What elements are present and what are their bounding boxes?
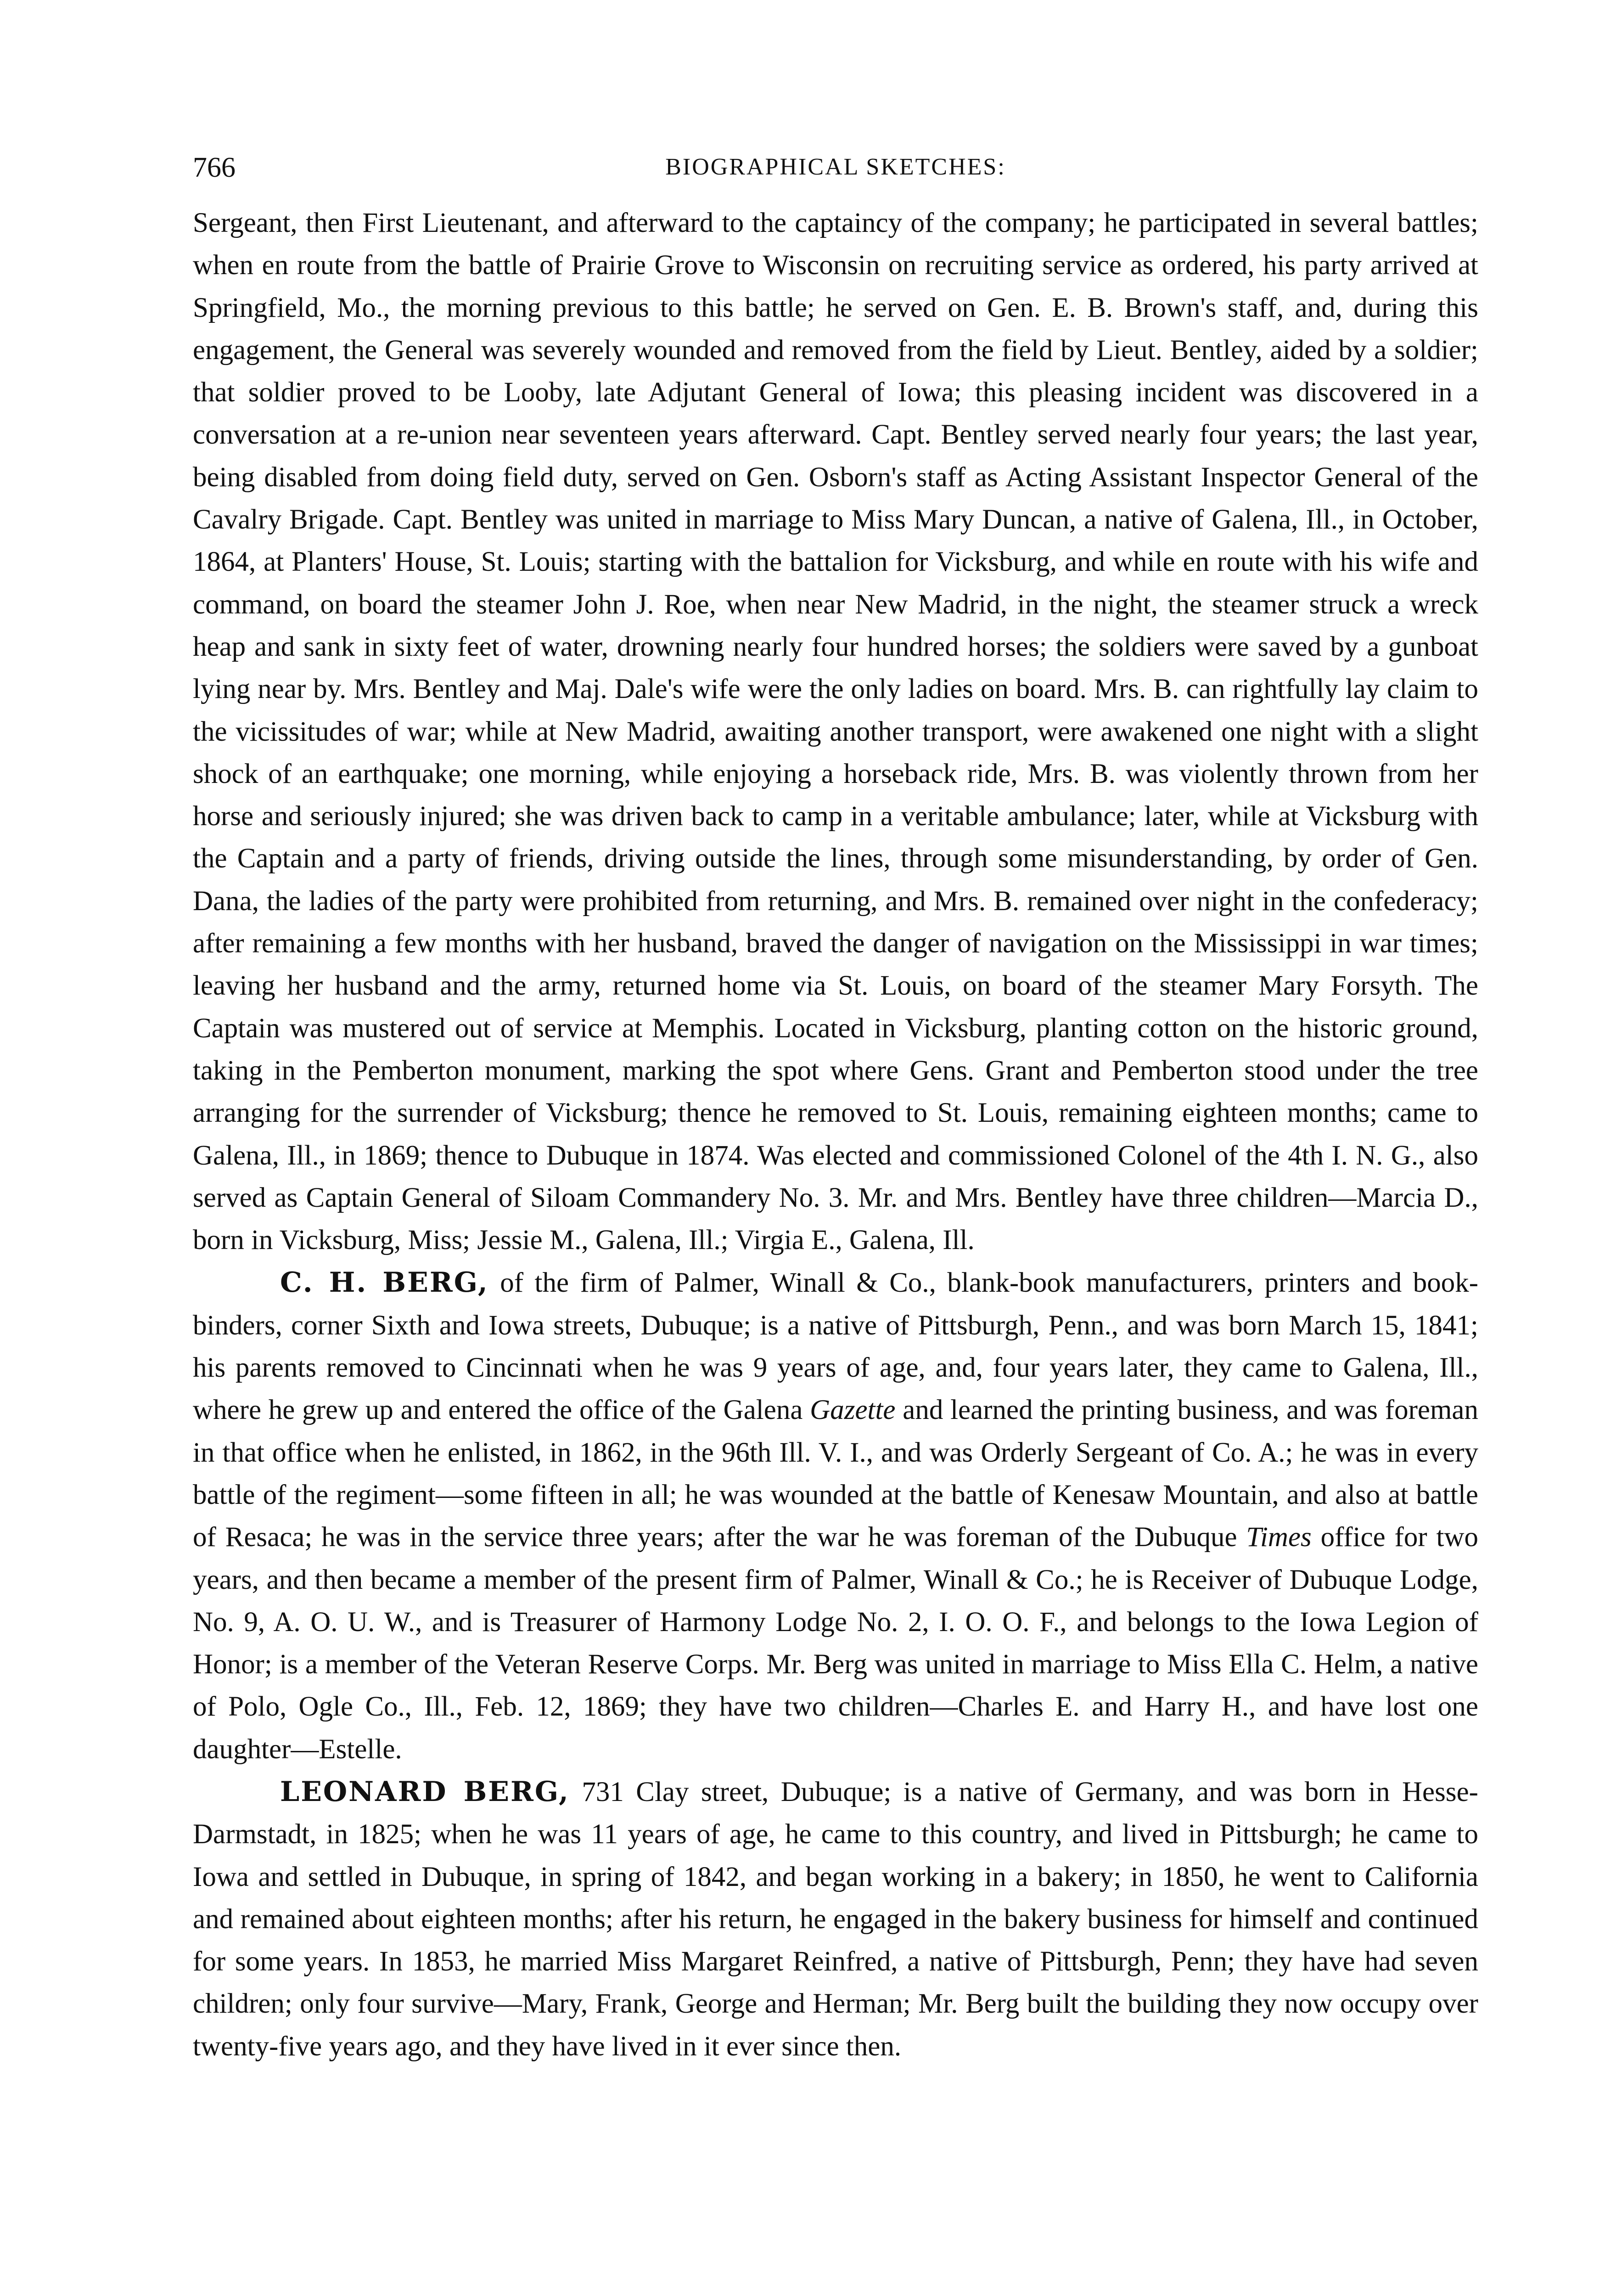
running-head — [193, 152, 1478, 202]
galena-gazette-title: Gazette — [810, 1395, 896, 1426]
leonard-berg-text: 731 Clay street, Dubuque; is a native of Germany, and was born in Hesse-Darmstadt, in 1825; when he was 11 years of age, he came to this country, and lived in Pittsburgh; he came to Iowa and settled in Dubuque, in spring of 1842, and began working in a bakery; in 1850, he went to California and remained about eighteen months; after his return, he engaged in the bakery business for himself and continued for some years. In 1853, he married Miss Margaret Reinfred, a native of Pittsburgh, Penn; they have had seven children; only four survive—Mary, Frank, George and Herman; Mr. Berg built the building they now occupy over twenty-five years ago, and they have lived in it ever since then. — [193, 1776, 1478, 2062]
c-h-berg-paragraph — [193, 1261, 1478, 1771]
c-h-berg-text-2: and learned the printing business, and was foreman in that office when he enlisted, in 1862, in the 96th Ill. V. I., and was Orderly Sergeant of Co. A.; he was in every battle of the regiment—some fifteen in all; he was wounded at the battle of Kenesaw Mountain, and also at battle of Resaca; he was in the service three years; after the war he was foreman of the Dubuque — [193, 1395, 1478, 1553]
leonard-berg-paragraph — [193, 1771, 1478, 2068]
c-h-berg-text-1: of the firm of Palmer, Winall & Co., blank-book manufacturers, printers and book-binders, corner Sixth and Iowa streets, Dubuque; is a native of Pittsburgh, Penn., and was born March 15, 1841; his parents removed to Cincinnati when he was 9 years of age, and, four years later, they came to Galena, Ill., where he grew up and entered the office of the Galena — [193, 1267, 1479, 1426]
leonard-berg-name: LEONARD BERG, — [280, 1775, 570, 1808]
running-title: BIOGRAPHICAL SKETCHES: — [665, 154, 1006, 180]
c-h-berg-name: C. H. BERG, — [280, 1266, 489, 1299]
c-h-berg-text-3: office for two years, and then became a member of the present firm of Palmer, Winall & Co.; he is Receiver of Dubuque Lodge, No. 9, A. O. U. W., and is Treasurer of Harmony Lodge No. 2, I. O. O. F., and belongs to the Iowa Legion of Honor; is a member of the Veteran Reserve Corps. Mr. Berg was united in marriage to Miss Ella C. Helm, a native of Polo, Ogle Co., Ill., Feb. 12, 1869; they have two children—Charles E. and Harry H., and have lost one daughter—Estelle. — [193, 1522, 1478, 1765]
page — [193, 152, 1478, 2068]
bentley-continuation-paragraph: Sergeant, then First Lieutenant, and afterward to the captaincy of the company; he participated in several battles; when en route from the battle of Prairie Grove to Wisconsin on recruiting service as ordered, his party arrived at Springfield, Mo., the morning previous to this battle; he served on Gen. E. B. Brown's staff, and, during this engagement, the General was severely wounded and removed from the field by Lieut. Bentley, aided by a soldier; that soldier proved to be Looby, late Adjutant General of Iowa; this pleasing incident was discovered in a conversation at a re-union near seventeen years afterward. Capt. Bentley served nearly four years; the last year, being disabled from doing field duty, served on Gen. Osborn's staff as Acting Assistant Inspector General of the Cavalry Brigade. Capt. Bentley was united in marriage to Miss Mary Duncan, a native of Galena, Ill., in October, 1864, at Planters' House, St. Louis; starting with the battalion for Vicksburg, and while en route with his wife and command, on board the steamer John J. Roe, when near New Madrid, in the night, the steamer struck a wreck heap and sank in sixty feet of water, drowning nearly four hundred horses; the soldiers were saved by a gunboat lying near by. Mrs. Bentley and Maj. Dale's wife were the only ladies on board. Mrs. B. can rightfully lay claim to the vicissitudes of war; while at New Madrid, awaiting another transport, were awakened one night with a slight shock of an earthquake; one morning, while enjoying a horseback ride, Mrs. B. was violently thrown from her horse and seriously injured; she was driven back to camp in a veritable ambulance; later, while at Vicksburg with the Captain and a party of friends, driving outside the lines, through some misunderstanding, by order of Gen. Dana, the ladies of the party were prohibited from returning, and Mrs. B. remained over night in the confederacy; after remaining a few months with her husband, braved the danger of navigation on the Mississippi in war times; leaving her husband and the army, returned home via St. Louis, on board of the steamer Mary Forsyth. The Captain was mustered out of service at Memphis. Located in Vicksburg, planting cotton on the historic ground, taking in the Pemberton monument, marking the spot where Gens. Grant and Pemberton stood under the tree arranging for the surrender of Vicksburg; thence he removed to St. Louis, remaining eighteen months; came to Galena, Ill., in 1869; thence to Dubuque in 1874. Was elected and commissioned Colonel of the 4th I. N. G., also served as Captain General of Siloam Commandery No. 3. Mr. and Mrs. Bentley have three children—Marcia D., born in Vicksburg, Miss; Jessie M., Galena, Ill.; Virgia E., Galena, Ill. — [193, 208, 1478, 1256]
dubuque-times-title: Times — [1246, 1522, 1312, 1553]
page-number: 766 — [193, 152, 236, 183]
